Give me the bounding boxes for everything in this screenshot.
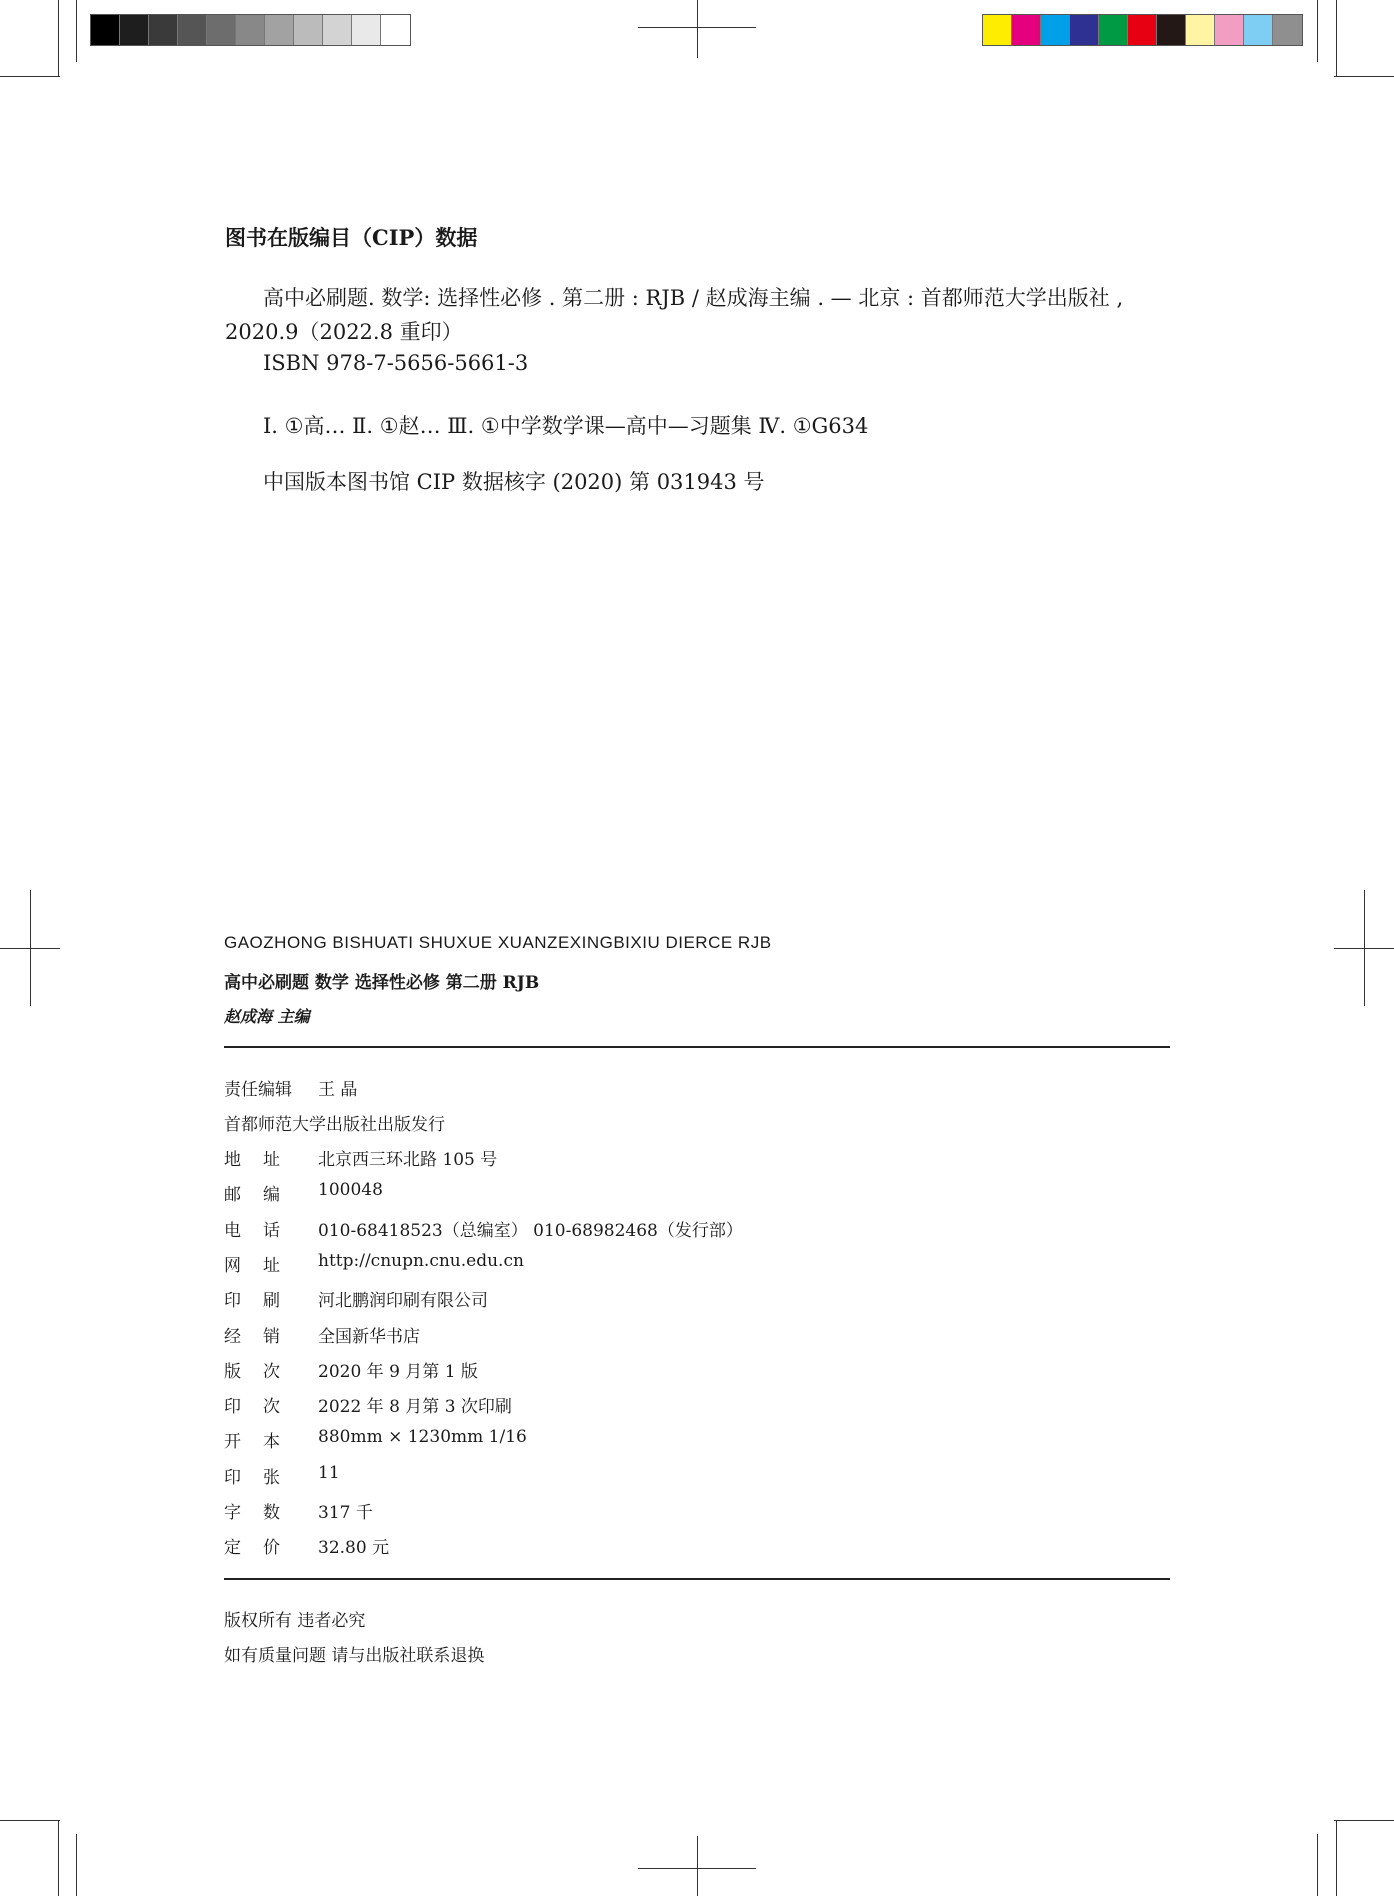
book-pinyin-title: GAOZHONG BISHUATI SHUXUE XUANZEXINGBIXIU DIERCE RJB <box>224 933 772 952</box>
color-swatch <box>352 15 381 45</box>
info-label <box>224 1322 280 1347</box>
info-row <box>224 1357 478 1382</box>
info-label <box>224 1498 280 1523</box>
info-label-char: 网 <box>224 1255 241 1276</box>
info-label-char: 址 <box>263 1255 280 1276</box>
info-label <box>224 1180 280 1205</box>
grayscale-color-bar <box>90 14 411 46</box>
color-swatch <box>265 15 294 45</box>
info-label-char: 开 <box>224 1432 241 1453</box>
info-label-char: 销 <box>263 1326 280 1347</box>
info-value: 010-68418523（总编室） 010-68982468（发行部） <box>318 1220 743 1241</box>
info-label-char: 价 <box>263 1538 280 1559</box>
color-swatch <box>1215 15 1244 45</box>
color-swatch <box>381 15 410 45</box>
color-swatch <box>983 15 1012 45</box>
info-value: http://cnupn.cnu.edu.cn <box>318 1250 524 1271</box>
info-label-char: 张 <box>263 1467 280 1488</box>
info-label-char: 编 <box>263 1185 280 1206</box>
info-label-char: 经 <box>224 1326 241 1347</box>
info-value: 2020 年 9 月第 1 版 <box>318 1361 478 1382</box>
bottom-divider <box>224 1578 1170 1580</box>
info-label-char: 印 <box>224 1291 241 1312</box>
color-swatch <box>149 15 178 45</box>
info-value: 全国新华书店 <box>318 1326 420 1347</box>
info-row <box>224 1216 743 1241</box>
cip-record-number: 中国版本图书馆 CIP 数据核字 (2020) 第 031943 号 <box>263 470 765 494</box>
info-label-char: 邮 <box>224 1185 241 1206</box>
cip-classification: Ⅰ. ①高… Ⅱ. ①赵… Ⅲ. ①中学数学课—高中—习题集 Ⅳ. ①G634 <box>263 414 869 438</box>
color-swatch <box>294 15 323 45</box>
info-row <box>224 1286 488 1311</box>
top-divider <box>224 1046 1170 1048</box>
info-row <box>224 1533 389 1558</box>
info-row <box>224 1392 512 1417</box>
editor-value: 王 晶 <box>318 1080 358 1100</box>
color-swatch <box>91 15 120 45</box>
color-swatch <box>1186 15 1215 45</box>
info-label <box>224 1216 280 1241</box>
info-value: 100048 <box>318 1180 383 1201</box>
info-label <box>224 1463 280 1488</box>
cip-isbn: ISBN 978-7-5656-5661-3 <box>263 351 529 375</box>
info-label-char: 数 <box>263 1503 280 1523</box>
info-label-char: 版 <box>224 1361 241 1382</box>
info-label-char: 次 <box>263 1397 280 1418</box>
info-label-char: 地 <box>224 1150 241 1170</box>
color-swatch <box>1128 15 1157 45</box>
color-swatch <box>120 15 149 45</box>
book-author: 赵成海 主编 <box>224 1007 310 1026</box>
color-swatch <box>178 15 207 45</box>
publisher-line: 首都师范大学出版社出版发行 <box>224 1115 445 1135</box>
info-row <box>224 1498 373 1523</box>
color-swatch <box>236 15 265 45</box>
info-label-char: 字 <box>224 1503 241 1523</box>
info-value: 317 千 <box>318 1503 373 1523</box>
color-swatch <box>1273 15 1302 45</box>
info-value: 北京西三环北路 105 号 <box>318 1150 498 1170</box>
color-swatch <box>207 15 236 45</box>
book-title: 高中必刷题 数学 选择性必修 第二册 RJB <box>224 973 540 993</box>
info-label-char: 印 <box>224 1467 241 1488</box>
info-value: 880mm × 1230mm 1/16 <box>318 1427 527 1448</box>
color-swatch <box>1012 15 1041 45</box>
info-label <box>224 1286 280 1311</box>
copyright-notice: 版权所有 违者必究 <box>224 1611 366 1631</box>
info-label-char: 次 <box>263 1361 280 1382</box>
cip-entry-line1: 高中必刷题. 数学: 选择性必修 . 第二册 : RJB / 赵成海主编 . — 北京 : 首都师范大学出版社 , <box>263 286 1124 310</box>
info-label-char: 刷 <box>263 1291 280 1312</box>
info-row <box>224 1145 497 1170</box>
info-value: 河北鹏润印刷有限公司 <box>318 1291 488 1312</box>
color-swatch <box>1099 15 1128 45</box>
color-swatch <box>1157 15 1186 45</box>
info-label <box>224 1392 280 1417</box>
info-value: 2022 年 8 月第 3 次印刷 <box>318 1397 512 1418</box>
color-swatch <box>1041 15 1070 45</box>
info-label <box>224 1533 280 1558</box>
info-row <box>224 1322 420 1347</box>
cip-entry-line2: 2020.9（2022.8 重印） <box>225 320 463 344</box>
quality-notice: 如有质量问题 请与出版社联系退换 <box>224 1646 485 1666</box>
info-value: 32.80 元 <box>318 1538 390 1559</box>
info-value: 11 <box>318 1462 340 1483</box>
color-swatch <box>1244 15 1273 45</box>
info-row <box>224 1251 524 1276</box>
info-row <box>224 1427 527 1452</box>
info-row <box>224 1463 340 1488</box>
info-label <box>224 1357 280 1382</box>
info-label <box>224 1427 280 1452</box>
info-label-char: 话 <box>263 1220 280 1241</box>
color-swatch <box>323 15 352 45</box>
editor-row <box>224 1075 357 1100</box>
info-label-char: 电 <box>224 1220 241 1241</box>
editor-label: 责任编辑 <box>224 1080 292 1100</box>
process-color-bar <box>982 14 1303 46</box>
info-label <box>224 1251 280 1276</box>
color-swatch <box>1070 15 1099 45</box>
info-label-char: 本 <box>263 1432 280 1453</box>
info-label-char: 址 <box>263 1150 280 1170</box>
info-row <box>224 1180 383 1205</box>
info-label-char: 印 <box>224 1397 241 1418</box>
info-label-char: 定 <box>224 1538 241 1559</box>
info-label <box>224 1145 280 1170</box>
cip-title: 图书在版编目（CIP）数据 <box>225 225 478 250</box>
